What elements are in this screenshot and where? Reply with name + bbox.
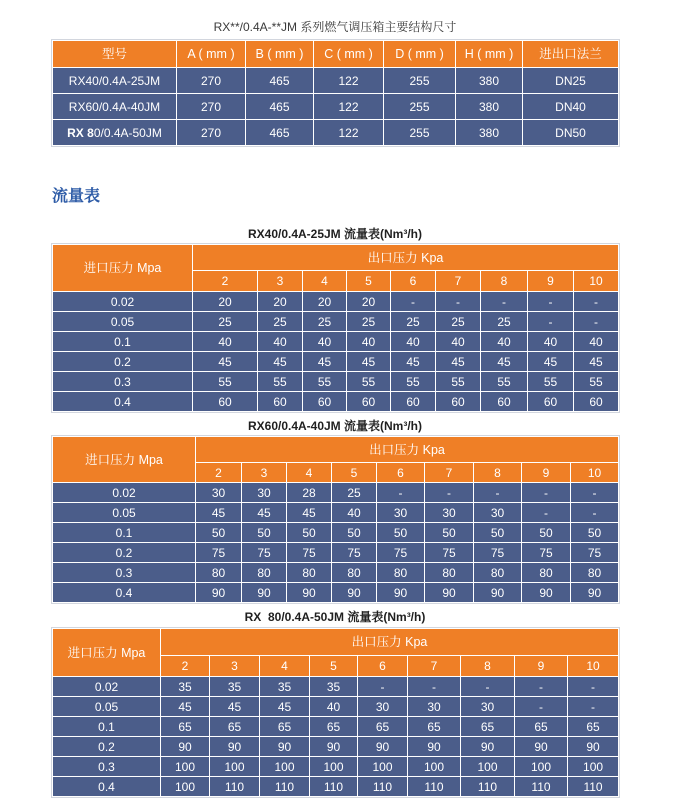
dimension-value-cell: 122 — [314, 94, 384, 120]
outlet-pressure-cell: 4 — [303, 271, 347, 292]
flow-value-cell: 30 — [425, 503, 474, 523]
dimension-header: B ( mm ) — [246, 41, 314, 68]
flow-value-cell: 90 — [310, 737, 358, 757]
dimensions-table-container — [52, 40, 618, 146]
flow-value-cell: 45 — [258, 352, 303, 372]
flow-header-row — [53, 629, 619, 656]
dimension-value-cell: 270 — [177, 68, 246, 94]
flow-value-cell: 60 — [391, 392, 436, 412]
inlet-pressure-cell: 0.3 — [53, 757, 161, 777]
inlet-pressure-cell: 0.2 — [53, 352, 193, 372]
flow-value-cell: 90 — [461, 737, 515, 757]
flow-value-cell: 45 — [528, 352, 574, 372]
outlet-pressure-cell: 7 — [436, 271, 481, 292]
flow-value-cell: 90 — [260, 737, 310, 757]
flow-table-body — [53, 292, 619, 412]
flow-value-cell: 25 — [303, 312, 347, 332]
flow-value-cell: 45 — [574, 352, 619, 372]
flow-table-title: RX40/0.4A-25JM 流量表(Nm³/h) — [247, 227, 423, 241]
flow-value-cell: 25 — [436, 312, 481, 332]
inlet-pressure-cell: 0.3 — [53, 372, 193, 392]
flow-value-cell: 80 — [522, 563, 571, 583]
flow-table-body — [53, 483, 619, 603]
flow-value-cell: 60 — [574, 392, 619, 412]
flow-value-cell: 45 — [161, 697, 210, 717]
flow-value-cell: 30 — [377, 503, 425, 523]
outlet-pressure-cell: 10 — [571, 463, 619, 483]
flow-value-cell: - — [571, 483, 619, 503]
flow-value-cell: 60 — [303, 392, 347, 412]
flow-value-cell: 30 — [408, 697, 461, 717]
flow-value-cell: 40 — [332, 503, 377, 523]
flow-value-cell: 110 — [515, 777, 568, 797]
flow-value-cell: 45 — [242, 503, 287, 523]
outlet-pressure-cell: 7 — [408, 656, 461, 677]
inlet-pressure-cell: 0.02 — [53, 677, 161, 697]
dimension-value-cell: 380 — [456, 68, 523, 94]
inlet-pressure-cell: 0.02 — [53, 483, 196, 503]
flow-value-cell: - — [522, 503, 571, 523]
flow-value-cell: 55 — [347, 372, 391, 392]
flow-row — [53, 677, 619, 697]
flow-value-cell: 45 — [260, 697, 310, 717]
inlet-pressure-cell: 0.1 — [53, 523, 196, 543]
flow-value-cell: 50 — [287, 523, 332, 543]
flow-table-container — [52, 436, 618, 603]
flow-row — [53, 543, 619, 563]
inlet-pressure-cell: 0.05 — [53, 503, 196, 523]
flow-value-cell: 45 — [481, 352, 528, 372]
flow-value-cell: - — [481, 292, 528, 312]
flow-value-cell: 75 — [425, 543, 474, 563]
outlet-pressure-cell: 2 — [193, 271, 258, 292]
flow-value-cell: 35 — [260, 677, 310, 697]
flow-value-cell: 110 — [568, 777, 619, 797]
flow-value-cell: 55 — [481, 372, 528, 392]
flow-value-cell: 20 — [193, 292, 258, 312]
flow-table-container — [52, 244, 618, 412]
flow-value-cell: 90 — [332, 583, 377, 603]
flow-value-cell: 60 — [258, 392, 303, 412]
model-text: RX40/0.4A-25JM — [68, 73, 161, 88]
flow-value-cell: 40 — [436, 332, 481, 352]
outlet-pressure-cell: 7 — [425, 463, 474, 483]
flow-value-cell: 65 — [358, 717, 408, 737]
flow-value-cell: 75 — [287, 543, 332, 563]
outlet-pressure-cell: 5 — [310, 656, 358, 677]
outlet-pressure-cell: 3 — [258, 271, 303, 292]
flow-value-cell: 40 — [303, 332, 347, 352]
inlet-pressure-cell: 0.4 — [53, 583, 196, 603]
outlet-pressure-header: 出口压力 Kpa — [161, 629, 619, 656]
outlet-pressure-cell: 8 — [461, 656, 515, 677]
dimension-value-cell: 255 — [384, 68, 456, 94]
outlet-pressure-cell: 3 — [210, 656, 260, 677]
flow-value-cell: 60 — [193, 392, 258, 412]
flow-value-cell: 75 — [522, 543, 571, 563]
flow-row — [53, 332, 619, 352]
flow-value-cell: - — [571, 503, 619, 523]
flow-value-cell: 30 — [474, 503, 522, 523]
dimension-value-cell: DN50 — [523, 120, 619, 146]
flow-value-cell: 60 — [436, 392, 481, 412]
dimension-value-cell: 465 — [246, 94, 314, 120]
flow-value-cell: 65 — [568, 717, 619, 737]
flow-value-cell: - — [528, 292, 574, 312]
inlet-pressure-cell: 0.05 — [53, 312, 193, 332]
dimension-header: A ( mm ) — [177, 41, 246, 68]
flow-value-cell: 25 — [347, 312, 391, 332]
flow-value-cell: 75 — [377, 543, 425, 563]
dimension-value-cell: 255 — [384, 120, 456, 146]
flow-row — [53, 292, 619, 312]
flow-value-cell: 45 — [303, 352, 347, 372]
flow-value-cell: 30 — [358, 697, 408, 717]
flow-value-cell: 110 — [310, 777, 358, 797]
flow-value-cell: 40 — [481, 332, 528, 352]
flow-value-cell: - — [528, 312, 574, 332]
flow-row — [53, 503, 619, 523]
outlet-pressure-cell: 6 — [358, 656, 408, 677]
flow-value-cell: - — [461, 677, 515, 697]
flow-value-cell: 55 — [193, 372, 258, 392]
outlet-pressure-cell: 10 — [574, 271, 619, 292]
flow-value-cell: 40 — [193, 332, 258, 352]
flow-header-row — [53, 437, 619, 463]
model-cell — [53, 120, 177, 146]
inlet-pressure-header: 进口压力 Mpa — [53, 245, 193, 292]
model-header: 型号 — [53, 41, 177, 68]
outlet-pressure-cell: 4 — [287, 463, 332, 483]
flow-value-cell: 75 — [571, 543, 619, 563]
flow-table-header — [53, 437, 619, 483]
flow-value-cell: 100 — [260, 757, 310, 777]
flow-value-cell: 50 — [474, 523, 522, 543]
flow-value-cell: 65 — [310, 717, 358, 737]
dimensions-header-row — [53, 41, 619, 68]
flow-value-cell: 40 — [528, 332, 574, 352]
flow-value-cell: 40 — [391, 332, 436, 352]
dimension-value-cell: DN40 — [523, 94, 619, 120]
inlet-pressure-header: 进口压力 Mpa — [53, 437, 196, 483]
flow-value-cell: 35 — [210, 677, 260, 697]
dimension-header: D ( mm ) — [384, 41, 456, 68]
model-text-bold: RX 8 — [67, 125, 94, 140]
flow-value-cell: 80 — [474, 563, 522, 583]
flow-row — [53, 697, 619, 717]
flow-row — [53, 583, 619, 603]
flow-value-cell: - — [515, 697, 568, 717]
outlet-pressure-cell: 9 — [515, 656, 568, 677]
dimension-value-cell: 465 — [246, 68, 314, 94]
flow-value-cell: 75 — [474, 543, 522, 563]
flow-value-cell: 25 — [193, 312, 258, 332]
flow-value-cell: 100 — [210, 757, 260, 777]
outlet-pressure-cell: 8 — [481, 271, 528, 292]
flow-value-cell: 65 — [260, 717, 310, 737]
flow-value-cell: 45 — [287, 503, 332, 523]
flow-value-cell: 75 — [242, 543, 287, 563]
outlet-pressure-cell: 3 — [242, 463, 287, 483]
flow-value-cell: 45 — [391, 352, 436, 372]
flow-value-cell: 40 — [347, 332, 391, 352]
flow-value-cell: 100 — [161, 777, 210, 797]
flow-value-cell: 40 — [574, 332, 619, 352]
flow-row — [53, 737, 619, 757]
flow-row — [53, 372, 619, 392]
flow-value-cell: 45 — [347, 352, 391, 372]
outlet-pressure-cell: 9 — [528, 271, 574, 292]
flow-value-cell: 100 — [310, 757, 358, 777]
inlet-pressure-cell: 0.4 — [53, 392, 193, 412]
flow-value-cell: 80 — [332, 563, 377, 583]
flow-value-cell: 55 — [258, 372, 303, 392]
flow-value-cell: 50 — [377, 523, 425, 543]
dimensions-row — [53, 68, 619, 94]
dimension-header: C ( mm ) — [314, 41, 384, 68]
flow-value-cell: 28 — [287, 483, 332, 503]
flow-value-cell: 55 — [303, 372, 347, 392]
flow-table-body — [53, 677, 619, 797]
flow-value-cell: 90 — [242, 583, 287, 603]
flow-value-cell: 50 — [522, 523, 571, 543]
dimensions-table — [52, 40, 619, 146]
flow-row — [53, 717, 619, 737]
outlet-pressure-cell: 4 — [260, 656, 310, 677]
flow-value-cell: 75 — [196, 543, 242, 563]
dimension-header: H ( mm ) — [456, 41, 523, 68]
flow-row — [53, 777, 619, 797]
outlet-pressure-cell: 8 — [474, 463, 522, 483]
flow-value-cell: 60 — [528, 392, 574, 412]
flow-value-cell: - — [436, 292, 481, 312]
flow-value-cell: 65 — [210, 717, 260, 737]
flow-value-cell: 90 — [161, 737, 210, 757]
flow-value-cell: 55 — [391, 372, 436, 392]
flow-value-cell: 55 — [574, 372, 619, 392]
inlet-pressure-cell: 0.3 — [53, 563, 196, 583]
flow-value-cell: - — [522, 483, 571, 503]
flow-value-cell: 80 — [287, 563, 332, 583]
dimension-value-cell: 122 — [314, 120, 384, 146]
dimensions-title: RX**/0.4A-**JM 系列燃气调压箱主要结构尺寸 — [213, 20, 457, 34]
flow-table-title: RX 80/0.4A-50JM 流量表(Nm³/h) — [244, 610, 426, 624]
flow-value-cell: 90 — [568, 737, 619, 757]
model-cell — [53, 68, 177, 94]
flow-row — [53, 312, 619, 332]
flow-value-cell: 45 — [193, 352, 258, 372]
flow-value-cell: 80 — [571, 563, 619, 583]
flow-row — [53, 563, 619, 583]
flow-value-cell: 50 — [571, 523, 619, 543]
flow-value-cell: 80 — [242, 563, 287, 583]
flow-table-title: RX60/0.4A-40JM 流量表(Nm³/h) — [247, 419, 423, 433]
flow-section-heading: 流量表 — [52, 188, 101, 205]
flow-value-cell: 75 — [332, 543, 377, 563]
flow-value-cell: 65 — [161, 717, 210, 737]
outlet-pressure-cell: 2 — [196, 463, 242, 483]
outlet-pressure-cell: 5 — [347, 271, 391, 292]
flow-value-cell: 50 — [332, 523, 377, 543]
dimension-value-cell: 270 — [177, 94, 246, 120]
flow-value-cell: 90 — [377, 583, 425, 603]
flow-value-cell: 65 — [515, 717, 568, 737]
flow-value-cell: 100 — [461, 757, 515, 777]
flow-row — [53, 757, 619, 777]
inlet-pressure-header: 进口压力 Mpa — [53, 629, 161, 677]
flow-table-header — [53, 629, 619, 677]
dimension-value-cell: 380 — [456, 120, 523, 146]
flow-value-cell: 100 — [161, 757, 210, 777]
flow-table — [52, 244, 619, 412]
flow-value-cell: 65 — [461, 717, 515, 737]
flow-value-cell: 110 — [408, 777, 461, 797]
dimension-value-cell: 380 — [456, 94, 523, 120]
flow-value-cell: 20 — [347, 292, 391, 312]
flow-value-cell: 45 — [210, 697, 260, 717]
model-text: RX60/0.4A-40JM — [68, 99, 161, 114]
flow-value-cell: - — [377, 483, 425, 503]
dimensions-table-body — [53, 68, 619, 146]
flow-value-cell: 60 — [481, 392, 528, 412]
flow-table — [52, 436, 619, 603]
flow-value-cell: - — [425, 483, 474, 503]
flow-value-cell: 90 — [196, 583, 242, 603]
inlet-pressure-cell: 0.1 — [53, 332, 193, 352]
dimension-value-cell: 255 — [384, 94, 456, 120]
inlet-pressure-cell: 0.02 — [53, 292, 193, 312]
flow-value-cell: 55 — [528, 372, 574, 392]
flow-header-row — [53, 245, 619, 271]
flow-value-cell: 110 — [358, 777, 408, 797]
dimension-value-cell: 122 — [314, 68, 384, 94]
flow-value-cell: 45 — [436, 352, 481, 372]
flow-value-cell: - — [574, 312, 619, 332]
flow-row — [53, 523, 619, 543]
flow-value-cell: 100 — [568, 757, 619, 777]
flow-value-cell: 25 — [332, 483, 377, 503]
flow-value-cell: 80 — [425, 563, 474, 583]
flow-table-header — [53, 245, 619, 292]
inlet-pressure-cell: 0.4 — [53, 777, 161, 797]
flow-value-cell: 90 — [358, 737, 408, 757]
flow-value-cell: 25 — [391, 312, 436, 332]
dimensions-row — [53, 120, 619, 146]
flow-value-cell: 100 — [358, 757, 408, 777]
dimension-value-cell: DN25 — [523, 68, 619, 94]
dimension-value-cell: 465 — [246, 120, 314, 146]
outlet-pressure-cell: 2 — [161, 656, 210, 677]
flow-value-cell: - — [515, 677, 568, 697]
flow-value-cell: - — [568, 697, 619, 717]
flow-table-container — [52, 628, 618, 797]
flow-value-cell: 65 — [408, 717, 461, 737]
flow-value-cell: - — [358, 677, 408, 697]
dimensions-table-header — [53, 41, 619, 68]
flow-value-cell: - — [574, 292, 619, 312]
flow-value-cell: 25 — [481, 312, 528, 332]
inlet-pressure-cell: 0.2 — [53, 543, 196, 563]
flow-value-cell: 110 — [260, 777, 310, 797]
flow-value-cell: 80 — [377, 563, 425, 583]
flow-value-cell: 50 — [196, 523, 242, 543]
model-text: 0/0.4A-50JM — [93, 125, 162, 140]
outlet-pressure-cell: 10 — [568, 656, 619, 677]
outlet-pressure-cell: 9 — [522, 463, 571, 483]
dimension-value-cell: 270 — [177, 120, 246, 146]
flow-value-cell: 90 — [522, 583, 571, 603]
flow-value-cell: 80 — [196, 563, 242, 583]
flow-value-cell: 100 — [515, 757, 568, 777]
flow-value-cell: 45 — [196, 503, 242, 523]
dimension-header: 进出口法兰 — [523, 41, 619, 68]
flow-value-cell: 90 — [408, 737, 461, 757]
flow-value-cell: 90 — [571, 583, 619, 603]
dimensions-row — [53, 94, 619, 120]
flow-value-cell: 25 — [258, 312, 303, 332]
flow-value-cell: 90 — [515, 737, 568, 757]
flow-value-cell: 110 — [461, 777, 515, 797]
flow-value-cell: 50 — [425, 523, 474, 543]
flow-value-cell: 30 — [196, 483, 242, 503]
flow-row — [53, 392, 619, 412]
inlet-pressure-cell: 0.1 — [53, 717, 161, 737]
flow-value-cell: - — [474, 483, 522, 503]
outlet-pressure-header: 出口压力 Kpa — [196, 437, 619, 463]
flow-value-cell: 40 — [258, 332, 303, 352]
flow-value-cell: 90 — [287, 583, 332, 603]
flow-value-cell: - — [408, 677, 461, 697]
flow-table — [52, 628, 619, 797]
flow-value-cell: 90 — [425, 583, 474, 603]
flow-value-cell: 35 — [310, 677, 358, 697]
flow-value-cell: 20 — [303, 292, 347, 312]
inlet-pressure-cell: 0.05 — [53, 697, 161, 717]
flow-value-cell: 20 — [258, 292, 303, 312]
flow-value-cell: 40 — [310, 697, 358, 717]
outlet-pressure-cell: 5 — [332, 463, 377, 483]
flow-value-cell: - — [391, 292, 436, 312]
outlet-pressure-cell: 6 — [377, 463, 425, 483]
inlet-pressure-cell: 0.2 — [53, 737, 161, 757]
outlet-pressure-cell: 6 — [391, 271, 436, 292]
flow-value-cell: - — [568, 677, 619, 697]
flow-row — [53, 483, 619, 503]
flow-value-cell: 30 — [242, 483, 287, 503]
flow-value-cell: 55 — [436, 372, 481, 392]
flow-value-cell: 110 — [210, 777, 260, 797]
flow-value-cell: 30 — [461, 697, 515, 717]
outlet-pressure-header: 出口压力 Kpa — [193, 245, 619, 271]
flow-value-cell: 60 — [347, 392, 391, 412]
flow-value-cell: 35 — [161, 677, 210, 697]
flow-value-cell: 90 — [474, 583, 522, 603]
flow-value-cell: 100 — [408, 757, 461, 777]
flow-value-cell: 90 — [210, 737, 260, 757]
flow-value-cell: 50 — [242, 523, 287, 543]
model-cell — [53, 94, 177, 120]
flow-row — [53, 352, 619, 372]
